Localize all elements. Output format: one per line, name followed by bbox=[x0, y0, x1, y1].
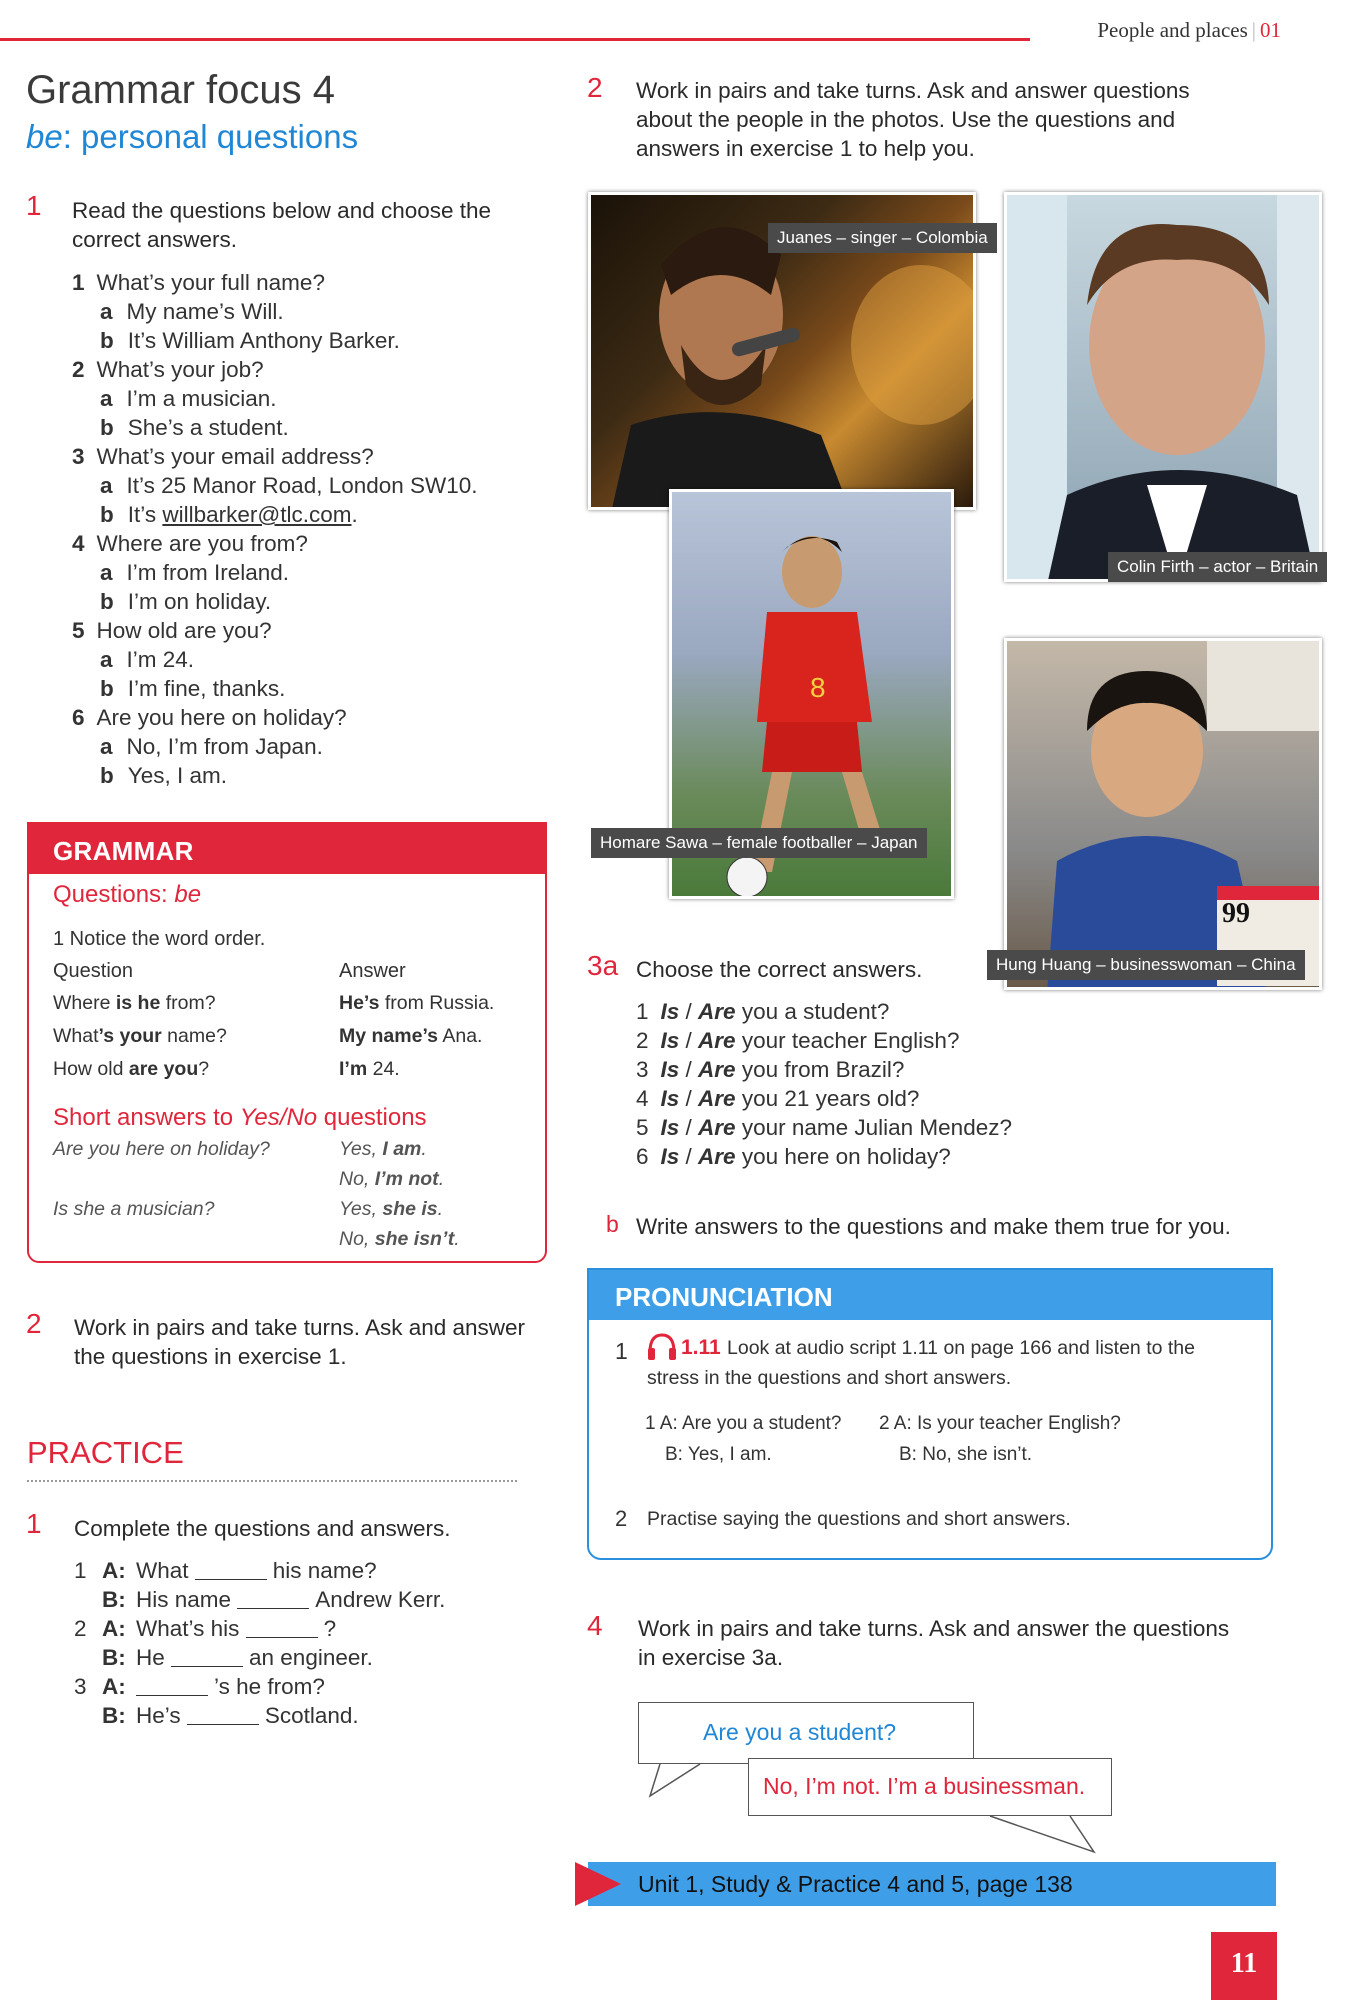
ex1-option-b: b I’m on holiday. bbox=[100, 589, 272, 614]
short-answer-bold: she isn’t bbox=[374, 1228, 455, 1250]
pron-dialogue2-b: B: No, she isn’t. bbox=[899, 1444, 1033, 1465]
pron-line1: Look at audio script 1.11 on page 166 and listen to the bbox=[727, 1337, 1195, 1359]
choice-is[interactable]: Is bbox=[660, 1115, 680, 1140]
ex2-right-instruction: Work in pairs and take turns. Ask and answer questions about the people in the photos. Use the questions and answers in exercise 1 to help you. bbox=[636, 78, 1190, 161]
option-letter: b bbox=[100, 589, 114, 614]
ex3a-item-number: 1 bbox=[636, 999, 649, 1024]
option-letter: b bbox=[100, 676, 114, 701]
choice-is[interactable]: Is bbox=[660, 1057, 680, 1082]
ex1-question: 4 Where are you from? bbox=[72, 531, 308, 556]
grammar-subject: he bbox=[137, 992, 161, 1014]
pron-track: 1.11 bbox=[681, 1336, 721, 1359]
practice-text: His name Andrew Kerr. bbox=[136, 1587, 446, 1612]
ex1-question-number: 2 bbox=[72, 357, 85, 382]
option-letter: b bbox=[100, 415, 114, 440]
pronunciation-heading: PRONUNCIATION bbox=[589, 1270, 1271, 1320]
ex1-instruction: Read the questions below and choose the correct answers. bbox=[72, 198, 492, 252]
practice-line-number: 2 bbox=[74, 1616, 87, 1641]
grammar-col-answer: Answer bbox=[339, 960, 406, 982]
grammar-sub-short: Short answers to Yes/No questions bbox=[53, 1104, 427, 1131]
option-letter: b bbox=[100, 763, 114, 788]
pron-practise: Practise saying the questions and short answers. bbox=[647, 1508, 1071, 1530]
option-letter: a bbox=[100, 734, 113, 759]
ex3a-item: 2 Is / Are your teacher English? bbox=[636, 1028, 960, 1053]
choice-are[interactable]: Are bbox=[698, 1057, 736, 1082]
practice-rule bbox=[27, 1480, 517, 1482]
pron-step1-number: 1 bbox=[615, 1338, 628, 1364]
short-answer-row bbox=[53, 1138, 533, 1168]
ex1-option-a: a I’m 24. bbox=[100, 647, 195, 672]
speech-bubble-question: Are you a student? bbox=[638, 1702, 974, 1764]
short-answer-bold: I am bbox=[382, 1138, 422, 1160]
short-answer-row bbox=[53, 1198, 533, 1228]
choice-is[interactable]: Is bbox=[660, 1028, 680, 1053]
option-letter: a bbox=[100, 299, 113, 324]
speaker-label: B: bbox=[102, 1587, 126, 1612]
pron-step2-number: 2 bbox=[615, 1506, 628, 1531]
practice-text: What’s his ? bbox=[136, 1616, 337, 1641]
grammar-box bbox=[27, 822, 547, 1263]
practice-line bbox=[74, 1556, 544, 1585]
speaker-label: A: bbox=[102, 1616, 126, 1641]
ex2-left-instruction: Work in pairs and take turns. Ask and answer the questions in exercise 1. bbox=[74, 1315, 526, 1369]
grammar-verb: are bbox=[128, 1058, 159, 1080]
answer-blank[interactable] bbox=[187, 1724, 259, 1725]
pron-dialogue1-a: 1 A: Are you a student? bbox=[645, 1413, 842, 1434]
speaker-label: A: bbox=[102, 1674, 126, 1699]
ex1-question: 2 What’s your job? bbox=[72, 357, 264, 382]
email-link[interactable]: willbarker@tlc.com bbox=[162, 502, 352, 527]
grammar-answer-bold: My name’s bbox=[339, 1025, 438, 1047]
page-number: 11 bbox=[1211, 1932, 1277, 2000]
ex1-option-a: a No, I’m from Japan. bbox=[100, 734, 323, 759]
choice-are[interactable]: Are bbox=[698, 999, 736, 1024]
ex1-question: 1 What’s your full name? bbox=[72, 270, 325, 295]
speaker-label: A: bbox=[102, 1558, 126, 1583]
answer-blank[interactable] bbox=[171, 1666, 243, 1667]
ex1-question-number: 3 bbox=[72, 444, 85, 469]
practice-text: What his name? bbox=[136, 1558, 377, 1583]
option-letter: a bbox=[100, 473, 113, 498]
ex1-option-a: a It’s 25 Manor Road, London SW10. bbox=[100, 473, 478, 498]
grammar-verb: is bbox=[115, 992, 133, 1014]
short-answer: Yes, I am. bbox=[339, 1138, 427, 1160]
grammar-col-question: Question bbox=[53, 960, 134, 982]
practice-line bbox=[74, 1672, 544, 1701]
pron-line2: stress in the questions and short answers. bbox=[647, 1367, 1012, 1389]
grammar-rows bbox=[53, 992, 533, 1091]
grammar-short-answers bbox=[53, 1138, 533, 1258]
choice-are[interactable]: Are bbox=[698, 1144, 736, 1169]
ex3a-item: 6 Is / Are you here on holiday? bbox=[636, 1144, 951, 1169]
practice-text: ’s he from? bbox=[136, 1672, 325, 1701]
answer-blank[interactable] bbox=[195, 1579, 267, 1580]
hung-figure bbox=[1007, 641, 1322, 990]
grammar-notice: 1 Notice the word order. bbox=[53, 928, 266, 950]
ex1-question-number: 6 bbox=[72, 705, 85, 730]
caption-hung: Hung Huang – businesswoman – China bbox=[987, 950, 1305, 980]
magazine-price: 99 bbox=[1222, 898, 1250, 929]
option-letter: b bbox=[100, 502, 114, 527]
short-answer-row bbox=[53, 1228, 533, 1258]
photo-hung bbox=[1004, 638, 1322, 990]
grammar-verb: ’s bbox=[98, 1025, 115, 1047]
choice-are[interactable]: Are bbox=[698, 1115, 736, 1140]
practice-heading: PRACTICE bbox=[27, 1435, 184, 1470]
ex3a-item-number: 5 bbox=[636, 1115, 649, 1140]
grammar-sub-questions: Questions: be bbox=[53, 881, 202, 908]
option-letter: a bbox=[100, 560, 113, 585]
short-answer-row bbox=[53, 1168, 533, 1198]
grammar-row bbox=[53, 992, 533, 1025]
ex1-option-a: a I’m from Ireland. bbox=[100, 560, 290, 585]
ex3a-item: 1 Is / Are you a student? bbox=[636, 999, 890, 1024]
ex2-left-number: 2 bbox=[26, 1308, 42, 1339]
ex1-option-b: b I’m fine, thanks. bbox=[100, 676, 286, 701]
header-unit: 01 bbox=[1260, 18, 1281, 42]
ex3a-item-number: 6 bbox=[636, 1144, 649, 1169]
ex1-option-b: b It’s willbarker@tlc.com. bbox=[100, 502, 358, 527]
short-question: Is she a musician? bbox=[53, 1198, 215, 1220]
ex1-question-number: 5 bbox=[72, 618, 85, 643]
ex1-list bbox=[72, 268, 532, 790]
answer-blank[interactable] bbox=[237, 1608, 309, 1609]
ex1-option-a: a I’m a musician. bbox=[100, 386, 277, 411]
arrow-right-icon bbox=[575, 1862, 621, 1906]
running-header: People and places | 01 bbox=[1097, 18, 1281, 42]
svg-text:8: 8 bbox=[810, 672, 826, 703]
grammar-row bbox=[53, 1058, 533, 1091]
caption-homare: Homare Sawa – female footballer – Japan bbox=[591, 828, 927, 858]
ex3a-item-number: 3 bbox=[636, 1057, 649, 1082]
grammar-heading: GRAMMAR bbox=[29, 824, 545, 874]
ex4-instruction: Work in pairs and take turns. Ask and answer the questions in exercise 3a. bbox=[638, 1616, 1230, 1670]
practice-line bbox=[74, 1614, 544, 1643]
short-answer: Yes, she is. bbox=[339, 1198, 444, 1220]
grammar-question: What’s your name? bbox=[53, 1025, 227, 1047]
option-letter: b bbox=[100, 328, 114, 353]
pron-dialogue2-a: 2 A: Is your teacher English? bbox=[879, 1413, 1121, 1434]
header-rule bbox=[0, 38, 1030, 41]
ex3a-item-number: 4 bbox=[636, 1086, 649, 1111]
grammar-answer: He’s from Russia. bbox=[339, 992, 495, 1014]
practice-text: He an engineer. bbox=[136, 1645, 373, 1670]
ex3b-instruction: Write answers to the questions and make them true for you. bbox=[636, 1214, 1231, 1239]
option-letter: a bbox=[100, 386, 113, 411]
ex3a-item: 4 Is / Are you 21 years old? bbox=[636, 1086, 920, 1111]
header-section: People and places bbox=[1097, 18, 1248, 42]
practice-lines bbox=[74, 1556, 544, 1730]
grammar-answer-bold: I’m bbox=[339, 1058, 368, 1080]
speaker-label: B: bbox=[102, 1703, 126, 1728]
choice-is[interactable]: Is bbox=[660, 1086, 680, 1111]
ex1-question-number: 4 bbox=[72, 531, 85, 556]
choice-are[interactable]: Are bbox=[698, 1086, 736, 1111]
ex1-number: 1 bbox=[26, 190, 42, 221]
grammar-subject: you bbox=[163, 1058, 199, 1080]
caption-colin: Colin Firth – actor – Britain bbox=[1108, 552, 1327, 582]
page-title: Grammar focus 4 bbox=[26, 68, 335, 112]
ex3a-instruction: Choose the correct answers. bbox=[636, 957, 923, 982]
ex1-question: 3 What’s your email address? bbox=[72, 444, 374, 469]
grammar-answer: My name’s Ana. bbox=[339, 1025, 483, 1047]
ex3a-number: 3a bbox=[587, 950, 619, 981]
ex1-option-a: a My name’s Will. bbox=[100, 299, 284, 324]
grammar-answer-bold: He’s bbox=[339, 992, 380, 1014]
ex4-number: 4 bbox=[587, 1610, 603, 1641]
choice-is[interactable]: Is bbox=[660, 999, 680, 1024]
short-answer: No, she isn’t. bbox=[339, 1228, 460, 1250]
colin-figure bbox=[1007, 195, 1322, 582]
unit-reference-bar[interactable]: Unit 1, Study & Practice 4 and 5, page 138 bbox=[588, 1862, 1276, 1906]
grammar-subject: your bbox=[119, 1025, 162, 1047]
practice-ex-number: 1 bbox=[26, 1508, 42, 1539]
practice-line bbox=[74, 1643, 544, 1672]
ex3a-list bbox=[636, 997, 1096, 1171]
short-answer-bold: she is bbox=[382, 1198, 438, 1220]
headphones-icon[interactable] bbox=[645, 1330, 679, 1369]
ex1-question: 6 Are you here on holiday? bbox=[72, 705, 347, 730]
ex1-option-b: b Yes, I am. bbox=[100, 763, 227, 788]
practice-instruction: Complete the questions and answers. bbox=[74, 1516, 451, 1541]
ex1-question: 5 How old are you? bbox=[72, 618, 272, 643]
practice-text: He’s Scotland. bbox=[136, 1703, 359, 1728]
practice-line bbox=[74, 1585, 544, 1614]
practice-line bbox=[74, 1701, 544, 1730]
grammar-question: Where is he from? bbox=[53, 992, 216, 1014]
short-question: Are you here on holiday? bbox=[53, 1138, 270, 1160]
ex3a-item-number: 2 bbox=[636, 1028, 649, 1053]
answer-blank[interactable] bbox=[246, 1637, 318, 1638]
short-answer: No, I’m not. bbox=[339, 1168, 445, 1190]
speaker-label: B: bbox=[102, 1645, 126, 1670]
ex2-right-number: 2 bbox=[587, 72, 603, 103]
photo-colin bbox=[1004, 192, 1322, 582]
answer-blank[interactable] bbox=[136, 1695, 208, 1696]
option-letter: a bbox=[100, 647, 113, 672]
ex3b-letter: b bbox=[606, 1211, 619, 1237]
ex1-option-b: b It’s William Anthony Barker. bbox=[100, 328, 400, 353]
caption-juanes: Juanes – singer – Colombia bbox=[768, 223, 997, 253]
practice-line-number: 3 bbox=[74, 1674, 87, 1699]
speech-bubble-answer: No, I’m not. I’m a businessman. bbox=[748, 1758, 1112, 1816]
choice-are[interactable]: Are bbox=[698, 1028, 736, 1053]
ex1-question-number: 1 bbox=[72, 270, 85, 295]
pron-dialogue1-b: B: Yes, I am. bbox=[665, 1444, 772, 1465]
grammar-question: How old are you? bbox=[53, 1058, 210, 1080]
pronunciation-box bbox=[587, 1268, 1273, 1560]
ex3a-item: 3 Is / Are you from Brazil? bbox=[636, 1057, 905, 1082]
practice-line-number: 1 bbox=[74, 1558, 87, 1583]
grammar-row bbox=[53, 1025, 533, 1058]
short-answer-bold: I’m not bbox=[374, 1168, 439, 1190]
grammar-answer: I’m 24. bbox=[339, 1058, 400, 1080]
choice-is[interactable]: Is bbox=[660, 1144, 680, 1169]
ex1-option-b: b She’s a student. bbox=[100, 415, 289, 440]
ex3a-item: 5 Is / Are your name Julian Mendez? bbox=[636, 1115, 1012, 1140]
page-subtitle: be: personal questions bbox=[26, 118, 359, 155]
